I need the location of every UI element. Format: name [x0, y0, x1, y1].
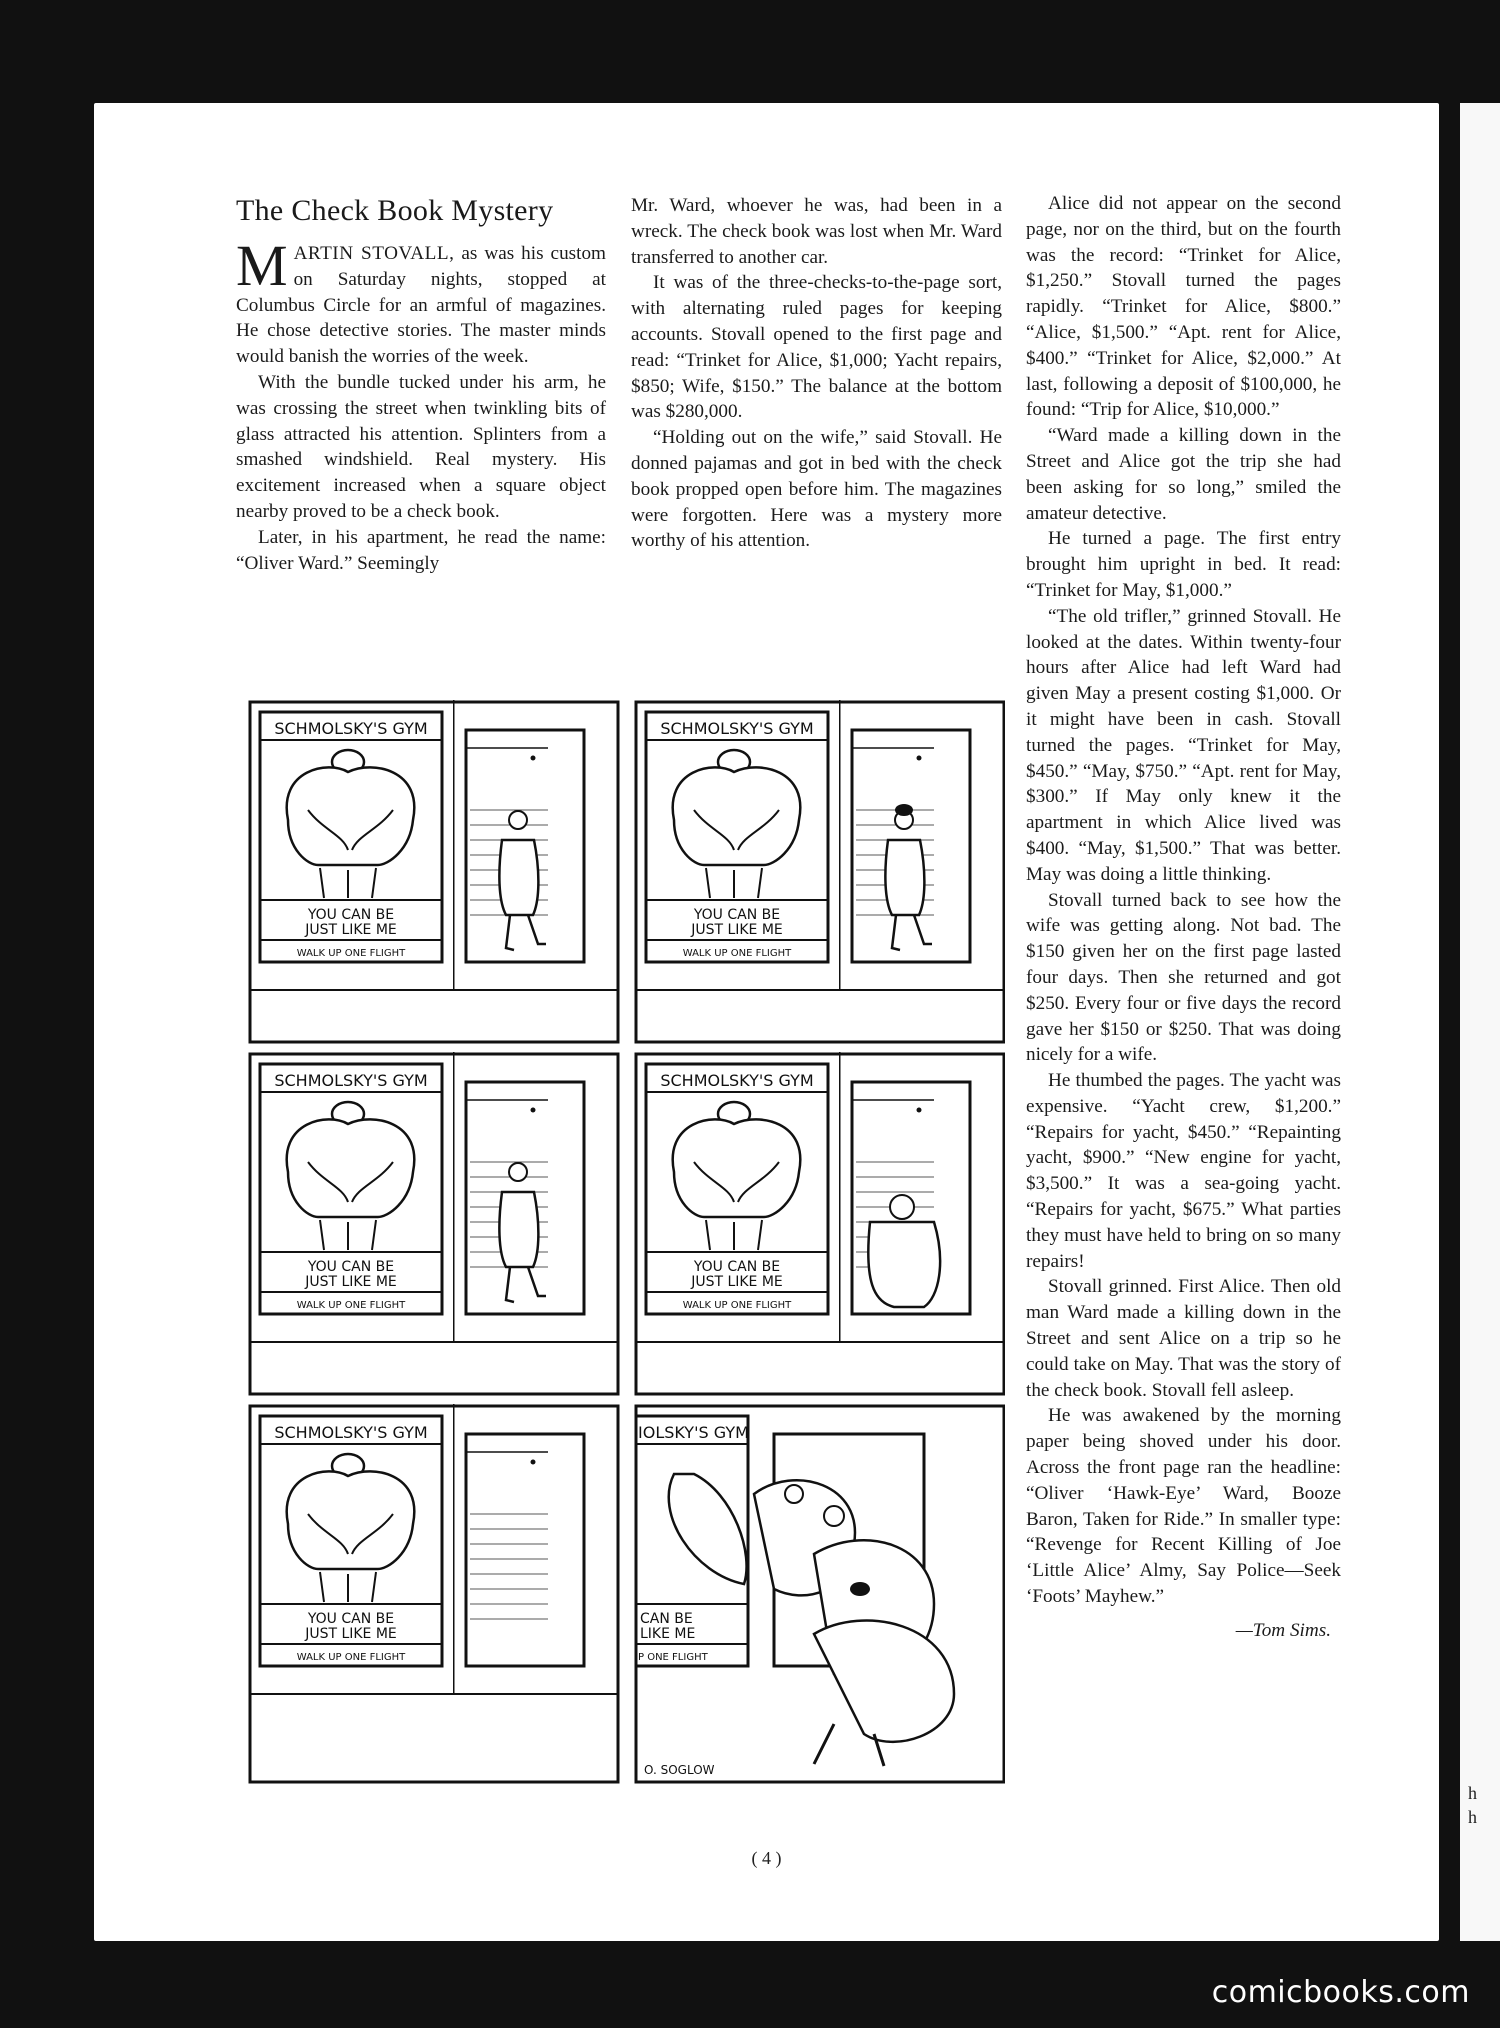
sign-footer: WALK UP ONE FLIGHT [682, 1300, 792, 1311]
article-paragraph: Stovall turned back to see how the wife was getting along. Not bad. The $150 given her on the first page lasted four days. Then she returned and got $250. Every four or five days the record gave her $150 or $250. That was doing nicely for a wife. [1026, 889, 1341, 1066]
article-paragraph-continued: Mr. Ward, whoever he was, had been in a wreck. The check book was lost when Mr. Ward transferred to another car. [631, 195, 1002, 268]
sign-footer: WALK UP ONE FLIGHT [296, 948, 406, 959]
magazine-page [94, 103, 1439, 1941]
paragraph-text: as was his custom on Saturday nights, stopped at Columbus Circle for an armful of magazines. He chose detective stories. The master minds would banish the worries of the week. [236, 243, 606, 368]
comic-strip [248, 700, 1005, 1785]
article-paragraph [236, 233, 606, 370]
sign-footer: WALK UP ONE FLIGHT [296, 1652, 406, 1663]
article-paragraph: He was awakened by the morning paper being shoved under his door. Across the front page ran the headline: “Oliver ‘Hawk-Eye’ Ward, Booze Baron, Taken for Ride.” In smaller type: “Revenge for Recent Killing of Joe ‘Little Alice’ Almy, Say Police—Seek ‘Foots’ Mayhew.” [1026, 1405, 1341, 1608]
comic-panel [250, 700, 618, 1042]
sign-slogan-line-1: YOU CAN BE [307, 1259, 395, 1275]
adjacent-page-text: h [1468, 1783, 1477, 1803]
comic-panel [636, 1406, 1004, 1782]
article-title: The Check Book Mystery [236, 194, 554, 227]
comic-panel [250, 1404, 618, 1782]
article-paragraph: “Ward made a killing down in the Street and Alice got the trip she had been asking for so long,” smiled the amateur detective. [1026, 425, 1341, 524]
sign-slogan-line-2: JUST LIKE ME [305, 922, 397, 938]
sign-title: SCHMOLSKY'S GYM [660, 1071, 814, 1090]
byline: —Tom Sims. [1235, 1619, 1331, 1641]
sign-slogan-line-2: JUST LIKE ME [691, 1274, 783, 1290]
article-column-1 [236, 193, 606, 577]
sign-slogan-line-2: JUST LIKE ME [305, 1274, 397, 1290]
article-paragraph: It was of the three-checks-to-the-page sort, with alternating ruled pages for keeping accounts. Stovall opened to the first page and read: “Trinket for Alice, $1,000; Yacht repairs, $850; Wife, $150.” The balance at the bottom was $280,000. [631, 272, 1002, 423]
sign-footer-cropped: P ONE FLIGHT [638, 1652, 708, 1663]
comic-drawing [248, 700, 1005, 1785]
article-column-3 [1026, 191, 1341, 1644]
article-paragraph: Stovall grinned. First Alice. Then old man Ward made a killing down in the Street and sent Alice on a trip so he could take on May. That was the story of the check book. Stovall fell asleep. [1026, 1276, 1341, 1401]
sign-slogan-line-2-cropped: LIKE ME [640, 1626, 696, 1642]
sign-title: SCHMOLSKY'S GYM [660, 719, 814, 738]
comic-panel [636, 700, 1004, 1042]
artist-signature: O. SOGLOW [644, 1763, 715, 1777]
article-paragraph: He turned a page. The first entry brought him upright in bed. It read: “Trinket for May, $1,000.” [1026, 528, 1341, 601]
sign-slogan-line-2: JUST LIKE ME [305, 1626, 397, 1642]
article-column-2 [631, 193, 1002, 554]
article-paragraph: Alice did not appear on the second page, nor on the third, but on the fourth was the record: “Trinket for Alice, $1,250.” Stovall turned the pages rapidly. “Trinket for Alice, $800.” “Alice, $1,500.” “Apt. rent for Alice, $400.” “Trinket for Alice, $2,000.” At last, following a deposit of $100,000, he found: “Trip for Alice, $10,000.” [1026, 193, 1341, 421]
comic-panel [250, 1052, 618, 1394]
article-paragraph: Later, in his apartment, he read the name: “Oliver Ward.” Seemingly [236, 526, 606, 574]
article-paragraph: With the bundle tucked under his arm, he was crossing the street when twinkling bits of glass attracted his attention. Splinters from a smashed windshield. Real mystery. His excitement increased when a square object nearby proved to be a check book. [236, 371, 606, 522]
sign-footer: WALK UP ONE FLIGHT [682, 948, 792, 959]
sign-slogan-line-1: YOU CAN BE [307, 907, 395, 923]
article-paragraph: “Holding out on the wife,” said Stovall. He donned pajamas and got in bed with the check book propped open before him. The magazines were forgotten. Here was a mystery more worthy of his attention. [631, 427, 1002, 552]
article-paragraph: “The old trifler,” grinned Stovall. He looked at the dates. Within twenty-four hours after Alice had left Ward had given May a present costing $1,000. Or it might have been in cash. Stovall turned the pages. “Trinket for May, $450.” “May, $750.” “Apt. rent for May, $300.” If May only knew it the apartment in which Alice lived was $400. “May, $1,500.” That was better. May was doing a little thinking. [1026, 605, 1341, 885]
sign-title: SCHMOLSKY'S GYM [274, 1071, 428, 1090]
sign-slogan-line-1: YOU CAN BE [307, 1611, 395, 1627]
page-number: ( 4 ) [751, 1848, 782, 1868]
sign-slogan-line-1: YOU CAN BE [693, 907, 781, 923]
adjacent-page-edge [1460, 103, 1500, 1941]
comic-panel [636, 1052, 1004, 1394]
sign-title: SCHMOLSKY'S GYM [274, 719, 428, 738]
drop-cap: M [236, 233, 288, 298]
lead-in-caps: ARTIN STOVALL, [293, 243, 455, 264]
article-paragraph: He thumbed the pages. The yacht was expensive. “Yacht crew, $1,200.” “Repairs for yacht, $450.” “Repainting yacht, $900.” “New engine for yacht, $3,500.” It was a sea-going yacht. “Repairs for yacht, $675.” What parties they must have held to bring on so many repairs! [1026, 1070, 1341, 1272]
sign-footer: WALK UP ONE FLIGHT [296, 1300, 406, 1311]
sign-slogan-line-1-cropped: CAN BE [640, 1611, 693, 1627]
adjacent-page-text: h [1468, 1807, 1477, 1827]
sign-slogan-line-2: JUST LIKE ME [691, 922, 783, 938]
sign-slogan-line-1: YOU CAN BE [693, 1259, 781, 1275]
sign-title-cropped: IOLSKY'S GYM [638, 1423, 749, 1442]
sign-title: SCHMOLSKY'S GYM [274, 1423, 428, 1442]
watermark: comicbooks.com [1211, 1975, 1470, 2010]
